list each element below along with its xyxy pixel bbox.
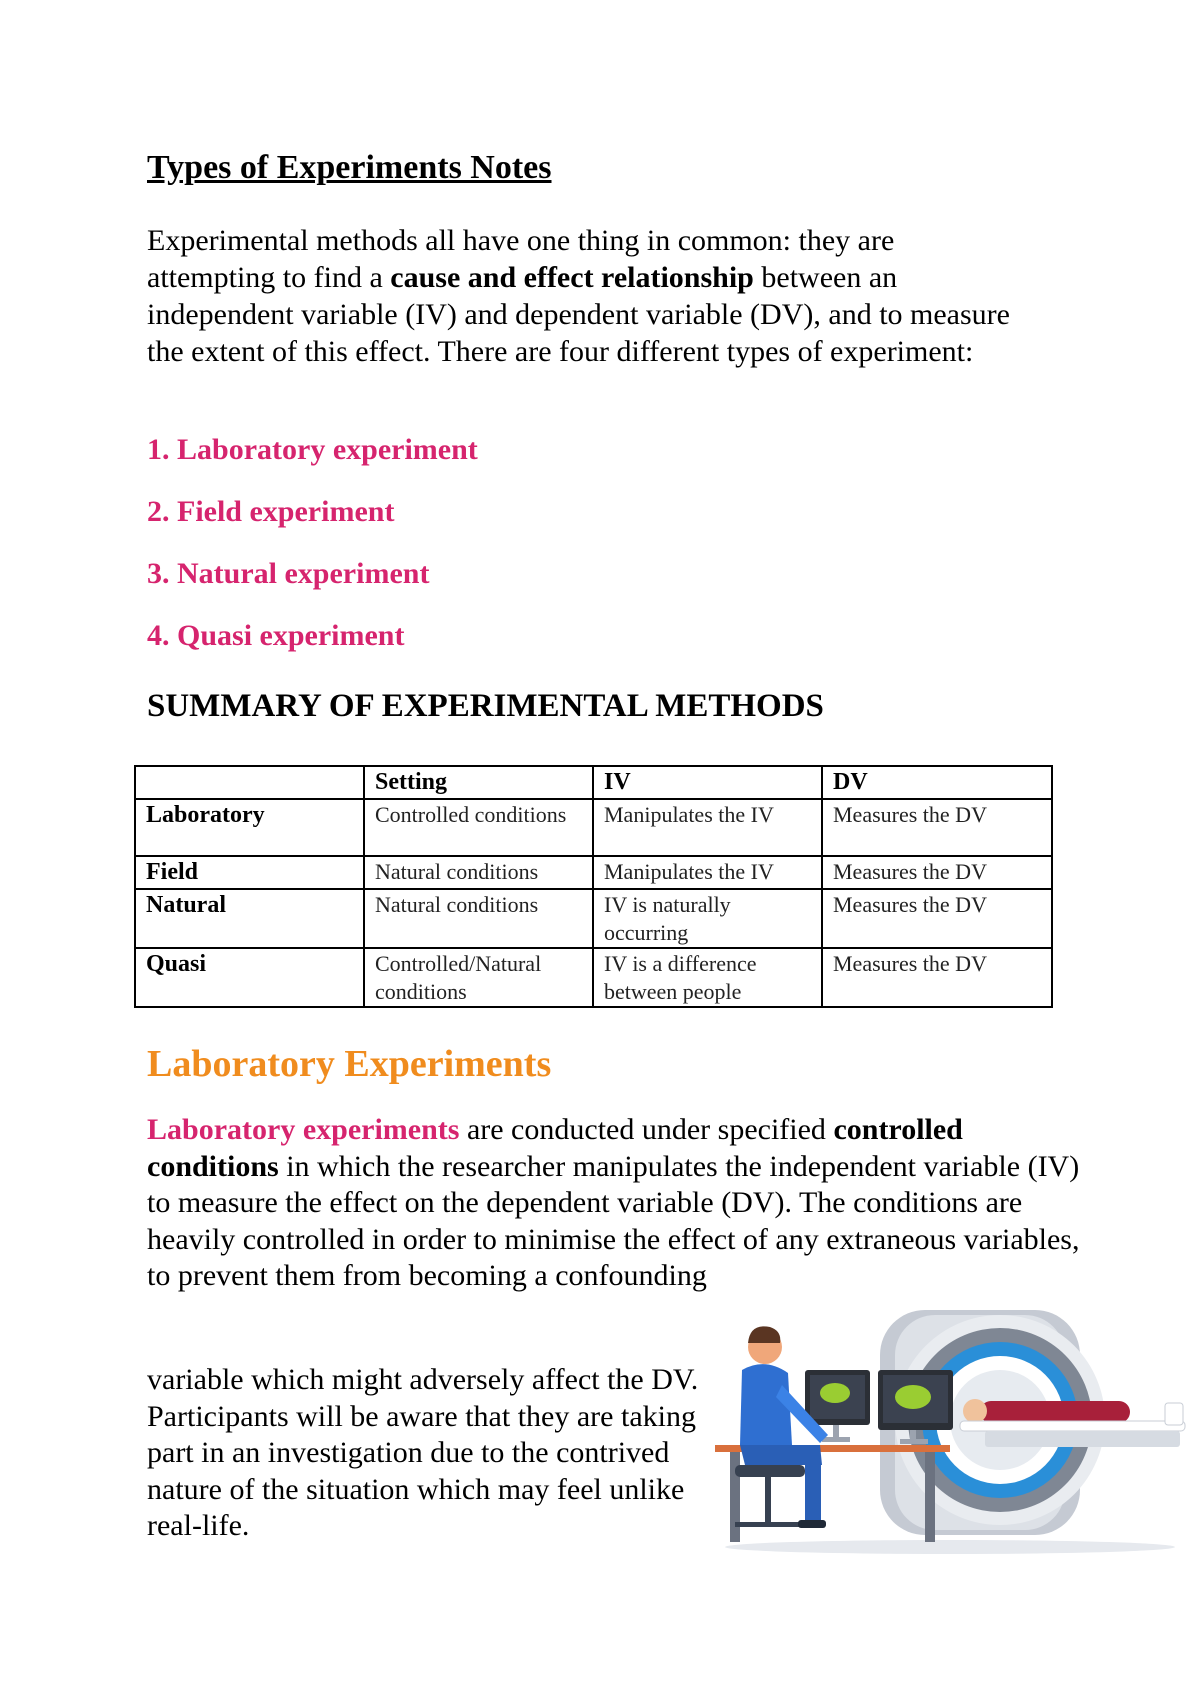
table-cell: Measures the DV [822,948,1052,1007]
type-item-laboratory: 1. Laboratory experiment [147,433,478,466]
type-item-field: 2. Field experiment [147,495,395,528]
table-cell: Measures the DV [822,856,1052,889]
table-cell: IV is a difference between people [593,948,822,1007]
table-row [135,856,1052,889]
table-header-cell: IV [593,766,822,799]
intro-text-2: between an independent variable (IV) and dependent variable (DV), and to measure the extent of this effect. There are four different types of experiment: [147,261,1010,368]
summary-heading: SUMMARY OF EXPERIMENTAL METHODS [147,688,824,724]
table-cell: Natural conditions [364,889,593,948]
table-cell: Manipulates the IV [593,799,822,856]
experiment-types-list [147,430,478,678]
table-cell: Manipulates the IV [593,856,822,889]
laboratory-experiments-heading: Laboratory Experiments [147,1043,552,1085]
table-header-row [135,766,1052,799]
intro-bold-phrase: cause and effect relationship [390,261,754,294]
laboratory-text-2: in which the researcher manipulates the independent variable (IV) to measure the effect on the dependent variable (DV). The conditions are heavily controlled in order to minimise the effect of any extraneous variables, to prevent them from becoming a confounding [147,1149,1080,1292]
table-cell: Measures the DV [822,889,1052,948]
table-row-label: Field [135,856,364,889]
table-cell: Measures the DV [822,799,1052,856]
type-item-natural: 3. Natural experiment [147,557,430,590]
table-row-label: Quasi [135,948,364,1007]
table-cell: IV is naturally occurring [593,889,822,948]
table-cell: Controlled conditions [364,799,593,856]
table-row [135,799,1052,856]
table-row [135,948,1052,1007]
laboratory-highlight: Laboratory experiments [147,1113,460,1146]
laboratory-text-1: are conducted under specified [459,1113,834,1146]
intro-text-1: Experimental methods all have one thing in common: they are attempting to find a [147,224,895,294]
table-row-label: Natural [135,889,364,948]
page-title: Types of Experiments Notes [147,149,552,186]
table-header-cell: DV [822,766,1052,799]
laboratory-paragraph-continued: variable which might adversely affect the DV. Participants will be aware that they are taking part in an investigation due to the contrived nature of the situation which may feel unlike real-life. [147,1363,699,1542]
table-cell: Natural conditions [364,856,593,889]
summary-table [134,765,1053,1008]
laboratory-paragraph [147,1112,1082,1295]
table-row [135,889,1052,948]
table-header-cell [135,766,364,799]
table-header-cell: Setting [364,766,593,799]
table-row-label: Laboratory [135,799,364,856]
mri-scanner-illustration [710,1285,1190,1555]
type-item-quasi: 4. Quasi experiment [147,619,405,652]
table-cell: Controlled/Natural conditions [364,948,593,1007]
laboratory-bold-phrase: controlled conditions [147,1113,963,1183]
intro-paragraph [147,222,1027,370]
